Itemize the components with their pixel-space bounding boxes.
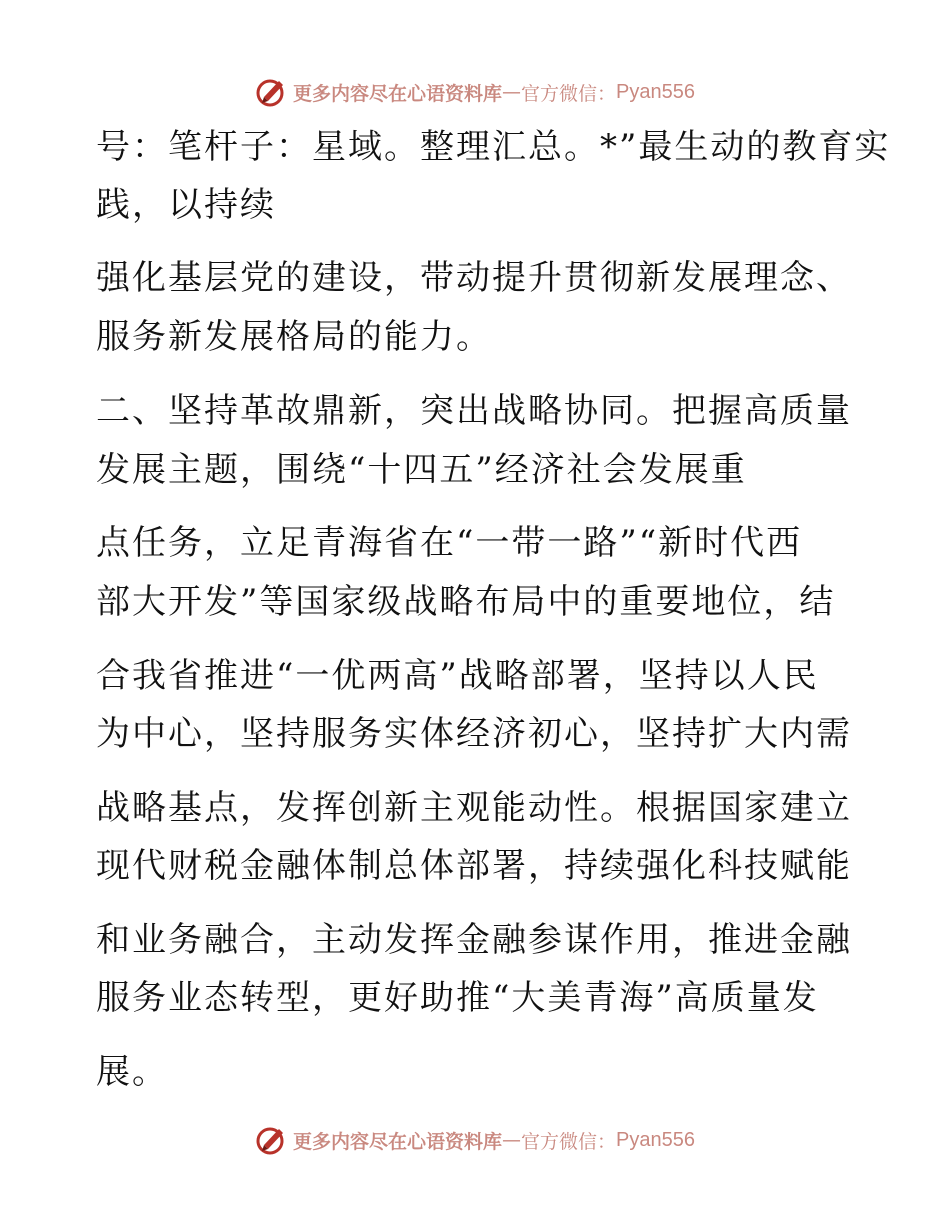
banner-account: Pyan556 <box>616 1128 695 1151</box>
body-line: 展。 <box>96 1052 168 1092</box>
body-line: 合我省推进“一优两高”战略部署，坚持以人民 <box>96 656 819 696</box>
body-line: 部大开发”等国家级战略布局中的重要地位，结 <box>96 582 836 622</box>
body-line: 点任务，立足青海省在“一带一路”“新时代西 <box>96 523 803 563</box>
body-line: 战略基点，发挥创新主观能动性。根据国家建立 <box>96 788 852 828</box>
body-line: 二、坚持革故鼎新，突出战略协同。把握高质量 <box>96 391 852 431</box>
banner-brand: 更多内容尽在心语资料库 <box>293 1130 503 1153</box>
body-line: 和业务融合，主动发挥金融参谋作用，推进金融 <box>96 920 852 960</box>
banner-account: Pyan556 <box>616 80 695 103</box>
body-line: 强化基层党的建设，带动提升贯彻新发展理念、 <box>96 258 852 298</box>
body-line: 号：笔杆子：星域。整理汇总。*”最生动的教育实 <box>96 127 891 167</box>
body-line: 服务新发展格局的能力。 <box>96 317 492 357</box>
banner-brand: 更多内容尽在心语资料库 <box>293 82 503 105</box>
body-line: 发展主题，围绕“十四五”经济社会发展重 <box>96 450 747 490</box>
banner-wechat-label: 官方微信： <box>521 82 617 105</box>
pen-logo-icon <box>255 75 289 109</box>
body-line: 践，以持续 <box>96 185 276 225</box>
banner-dash: — <box>502 81 522 103</box>
body-line: 服务业态转型，更好助推“大美青海”高质量发 <box>96 978 819 1018</box>
pen-logo-icon <box>255 1123 289 1157</box>
body-line: 现代财税金融体制总体部署，持续强化科技赋能 <box>96 846 852 886</box>
footer-banner <box>0 1120 950 1160</box>
header-banner <box>0 72 950 112</box>
banner-dash: — <box>502 1129 522 1151</box>
body-line: 为中心，坚持服务实体经济初心，坚持扩大内需 <box>96 714 852 754</box>
banner-wechat-label: 官方微信： <box>521 1130 617 1153</box>
